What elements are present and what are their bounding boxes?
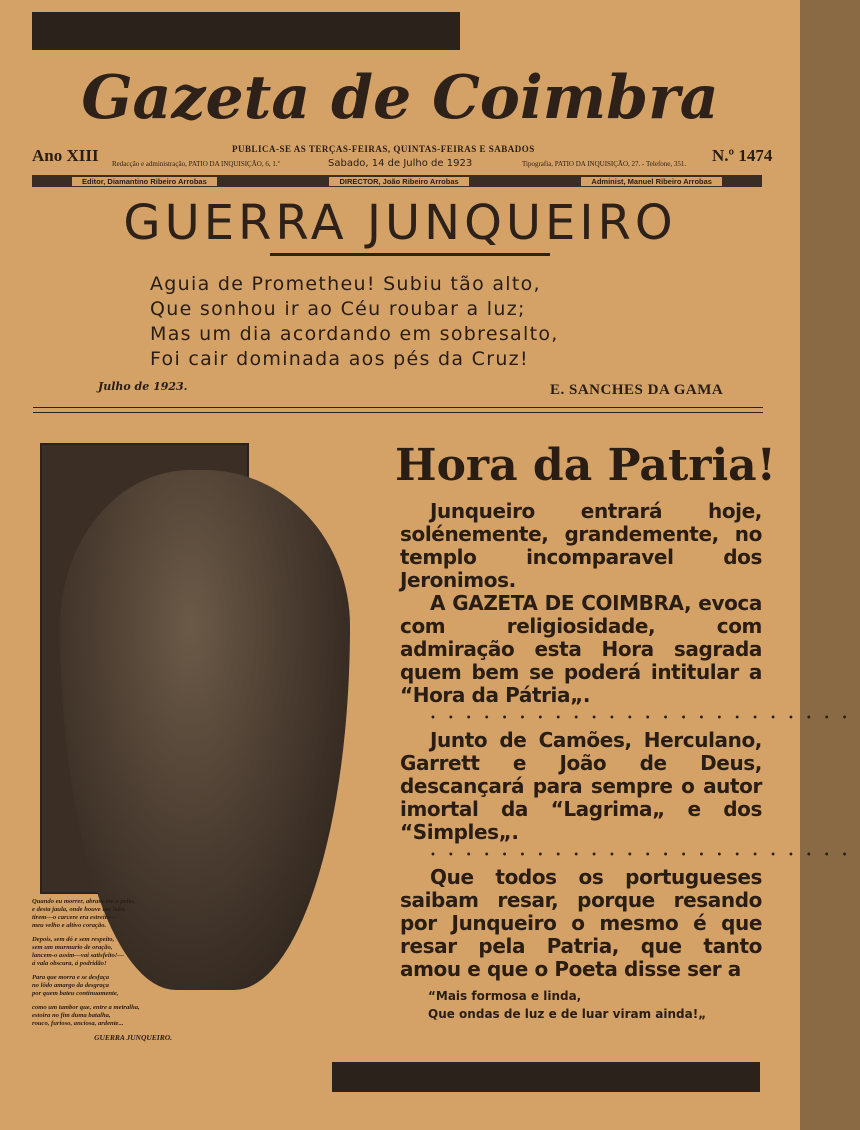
poem-date: Julho de 1923. <box>98 380 188 393</box>
redaction-address: Redacção e administração, PATIO DA INQUISIÇÃO, 6, 1.º <box>112 160 280 168</box>
article-quote <box>428 987 762 1023</box>
article-paragraph: Que todos os portugueses saibam resar, porque resando por Junqueiro o mesmo é que resar pela Patria, que tanto amou e que o Poeta disse ser a <box>400 865 762 981</box>
dot-separator: •••••••••••••••••••••••• <box>430 850 860 861</box>
tribute-title: GUERRA JUNQUEIRO <box>123 195 677 251</box>
poem-line: Que sonhou ir ao Céu roubar a luz; <box>150 298 526 320</box>
title-underline <box>270 253 550 256</box>
staff-strip <box>32 175 762 187</box>
poem-line: Foi cair dominada aos pés da Cruz! <box>150 348 529 370</box>
administrator: Administ, Manuel Ribeiro Arrobas <box>581 177 722 186</box>
director: DIRECTOR, João Ribeiro Arrobas <box>329 177 468 186</box>
publication-schedule: PUBLICA-SE AS TERÇAS-FEIRAS, QUINTAS-FEIRAS E SABADOS <box>232 144 535 154</box>
issue-date: Sabado, 14 de Julho de 1923 <box>328 158 473 169</box>
bottom-black-bar <box>332 1062 760 1092</box>
top-black-bar <box>32 12 460 50</box>
caption-poem: Quando eu morrer, abram-me o peito, e desta jaula, onde houve um leão, tirem—o carcere era estreito— meu velho e altivo coração. Depois, sem dó e sem respeito, sem um murmurio de oração, lancem-o assim—vai satisfeito!— á vala obscura, á podridão! Para que morra e se desfaça no lôdo amargo da desgraça por quem bateu continuamente, como um tambor que, entre a metralha, estoira no fim duma batalha, rouco, furioso, anciosa, ardente... GUERRA JUNQUEIRO. <box>32 898 182 1042</box>
article-paragraph: Junto de Camões, Herculano, Garrett e João de Deus, descançará para sempre o autor imortal da “Lagrima„ e dos “Simples„. <box>400 728 762 844</box>
caption-signature: GUERRA JUNQUEIRO. <box>94 1033 172 1042</box>
masthead-title: Gazeta de Coimbra <box>81 63 719 133</box>
poem-author: E. SANCHES DA GAMA <box>550 382 724 398</box>
editor: Editor, Diamantino Ribeiro Arrobas <box>72 177 217 186</box>
article-body <box>400 499 860 1023</box>
poem-line: Mas um dia acordando em sobresalto, <box>150 323 559 345</box>
volume: Ano XIII <box>32 146 99 165</box>
tribute-poem <box>150 272 559 372</box>
typography-address: Tipografia, PATIO DA INQUISIÇÃO, 27. - Telefone, 351. <box>522 160 687 168</box>
divider <box>33 412 763 413</box>
article-headline: Hora da Patria! <box>395 440 776 491</box>
article-paragraph: Junqueiro entrará hoje, solénemente, grandemente, no templo incomparavel dos Jeronimos. <box>400 499 762 592</box>
issue-number: N.º 1474 <box>712 146 773 165</box>
dot-separator: •••••••••••••••••••••••• <box>430 713 860 724</box>
divider <box>33 407 763 408</box>
quote-line: “Mais formosa e linda, <box>428 989 582 1003</box>
article-paragraph: A GAZETA DE COIMBRA, evoca com religiosidade, com admiração esta Hora sagrada quem bem se poderá intitular a “Hora da Pátria„. <box>400 591 762 707</box>
poem-line: Aguia de Prometheu! Subiu tão alto, <box>150 273 541 295</box>
quote-line: Que ondas de luz e de luar viram ainda!„ <box>428 1007 707 1021</box>
